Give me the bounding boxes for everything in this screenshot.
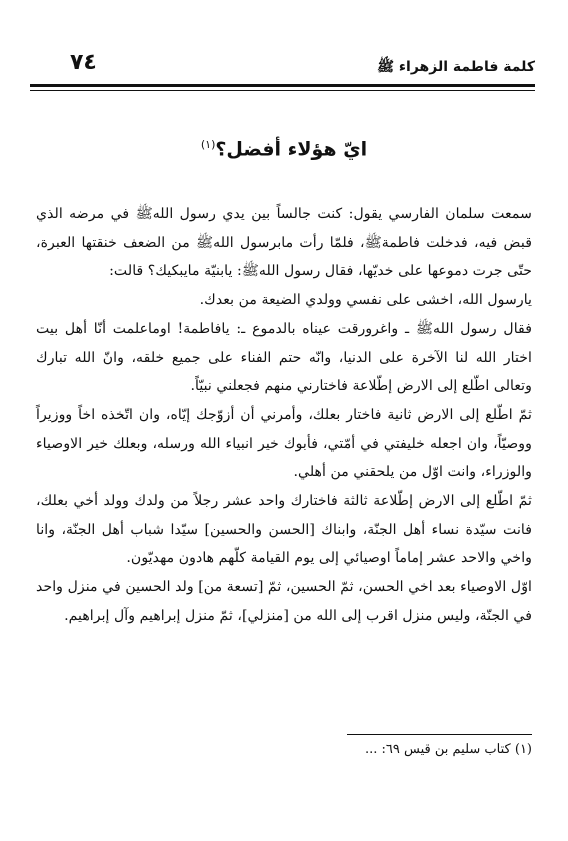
body-text: [36, 200, 532, 631]
page-header: [30, 50, 535, 90]
page-number: ٧٤: [70, 50, 97, 75]
footnote-reference: (١): [200, 138, 216, 151]
paragraph: اوّل الاوصياء بعد اخي الحسن، ثمّ الحسين، ثمّ [تسعة من] ولد الحسين في منزل واحد في الجنّة، وليس منزل اقرب إلى الله من [منزلي]، ثمّ منزل إبراهيم وآل إبراهيم.: [36, 579, 532, 624]
running-head: كلمة فاطمة الزهراء ﷺ: [377, 59, 535, 75]
paragraph: ثمّ اطّلع إلى الارض ثانية فاختار بعلك، وأمرني أن أزوّجك إيّاه، وان اتّخذه اخاً ووزيراً ووصيّاً، وان اجعله خليفتي في أمّتي، فأبوك خير انبياء الله ورسله، وبعلك خير الاوصياء والوزراء، وانت اوّل من يلحقني من أهلي.: [36, 406, 532, 481]
section-title: [0, 138, 568, 160]
section-title-text: ايّ هؤلاء أفضل؟: [215, 138, 368, 161]
paragraph: سمعت سلمان الفارسي يقول: كنت جالساً بين يدي رسول اللهﷺ في مرضه الذي قبض فيه، فدخلت فاطمةﷺ، فلمّا رأت مابرسول اللهﷺ من الضعف خنقتها العبرة، حتّى جرت دموعها على خديّها، فقال رسول اللهﷺ: يابنيّة مايبكيك؟ قالت:: [36, 206, 532, 280]
header-rule-thin: [30, 90, 535, 91]
paragraph: يارسول الله، اخشى على نفسي وولدي الضيعة من بعدك.: [199, 292, 532, 309]
paragraph: فقال رسول اللهﷺ ـ واغرورقت عيناه بالدموع ـ: يافاطمة! اوماعلمت أنّا أهل بيت اختار الله لنا الآخرة على الدنيا، وانّه حتم الفناء على جميع خلقه، وانّ الله تبارك وتعالى اطّلع إلى الارض إطّلاعة فاختارني منهم فجعلني نبيّاً.: [36, 320, 532, 395]
paragraph: ثمّ اطّلع إلى الارض إطّلاعة ثالثة فاختارك واحد عشر رجلاً من ولدك وولد أخي بعلك، فانت سيّدة نساء أهل الجنّة، وابناك [الحسن والحسين] سيّدا شباب أهل الجنّة، وانا واخي والاحد عشر إماماً اوصيائي إلى يوم القيامة كلّهم هادون مهديّون.: [36, 493, 532, 567]
footnote-separator: [347, 734, 532, 735]
header-rule-thick: [30, 84, 535, 87]
footnote: (١) كتاب سليم بن قيس ٦٩: ...: [365, 742, 532, 757]
